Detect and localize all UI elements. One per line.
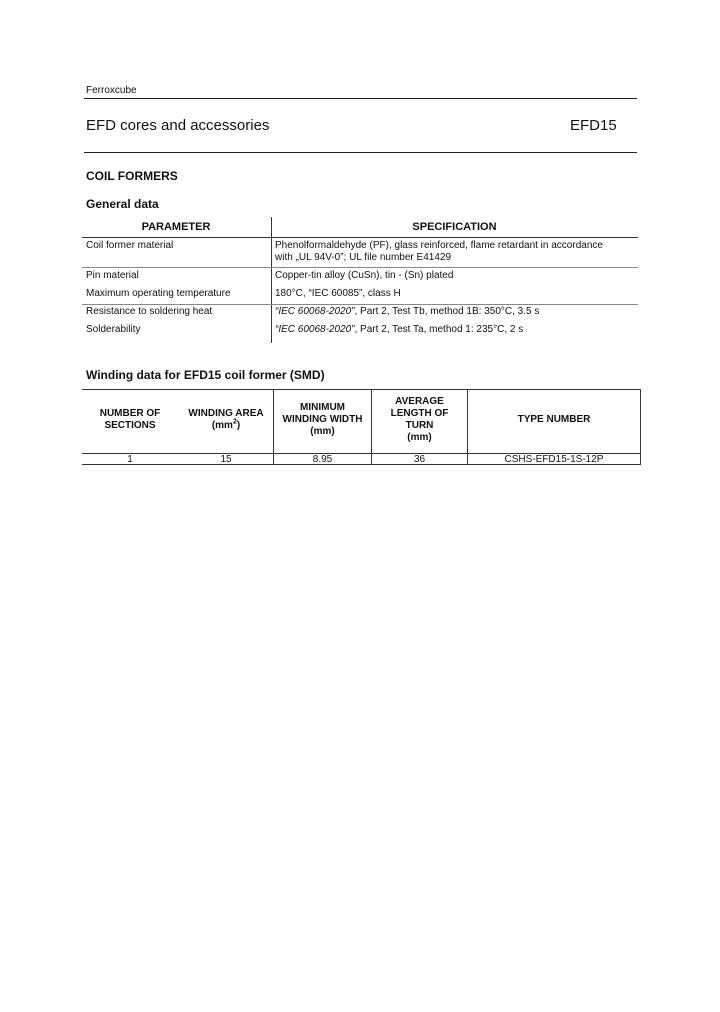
header-winding-width: MINIMUM WINDING WIDTH (mm) — [282, 402, 363, 437]
document-title: EFD cores and accessories — [86, 117, 270, 134]
header-winding-area: WINDING AREA $(mm^2)$ — [188, 408, 264, 431]
cell-sections: 1 — [127, 454, 133, 465]
specification-cell: “IEC 60068-2020”, Part 2, Test Tb, method 1B: 350°C, 3.5 s — [275, 306, 540, 317]
cell-average-length: 36 — [413, 454, 426, 465]
col-specification: SPECIFICATION — [412, 221, 497, 233]
parameter-cell: Pin material — [86, 270, 139, 281]
column-divider — [640, 389, 641, 465]
general-data-title: General data — [86, 197, 159, 211]
specification-cell: Phenolformaldehyde (PF), glass reinforced, flame retardant in accordance with „UL 94V-0”; UL file number E41429 — [275, 240, 603, 263]
header-rule — [84, 98, 637, 99]
document-code: EFD15 — [570, 117, 617, 134]
specification-cell: 180°C, “IEC 60085”, class H — [275, 288, 401, 299]
winding-data-title: Winding data for EFD15 coil former (SMD) — [86, 368, 325, 382]
title-rule — [84, 152, 637, 153]
cell-winding-width: 8.95 — [312, 454, 333, 465]
header-average-length: AVERAGE LENGTH OF TURN (mm) — [390, 396, 449, 443]
section-title: COIL FORMERS — [86, 169, 178, 183]
row-rule — [82, 267, 638, 268]
row-rule — [82, 304, 638, 305]
header-sections: NUMBER OF SECTIONS — [99, 408, 161, 431]
header-divider — [271, 217, 272, 237]
row-divider — [271, 237, 272, 267]
cell-winding-area: 15 — [220, 454, 232, 465]
specification-cell: Copper-tin alloy (CuSn), tin - (Sn) plated — [275, 270, 454, 281]
header-type-number: TYPE NUMBER — [517, 414, 591, 425]
general-data-table-header — [82, 217, 638, 238]
parameter-cell: Resistance to soldering heat — [86, 306, 213, 317]
parameter-cell: Coil former material — [86, 240, 174, 251]
parameter-cell: Maximum operating temperature — [86, 288, 231, 299]
row-divider — [271, 305, 272, 343]
company-name: Ferroxcube — [86, 85, 137, 96]
row-divider — [271, 268, 272, 304]
parameter-cell: Solderability — [86, 324, 141, 335]
col-parameter: PARAMETER — [141, 221, 211, 233]
cell-type-number: CSHS-EFD15-1S-12P — [504, 454, 604, 465]
winding-table-top-rule — [82, 389, 641, 390]
specification-cell: “IEC 60068-2020”, Part 2, Test Ta, method 1: 235°C, 2 s — [275, 324, 524, 335]
